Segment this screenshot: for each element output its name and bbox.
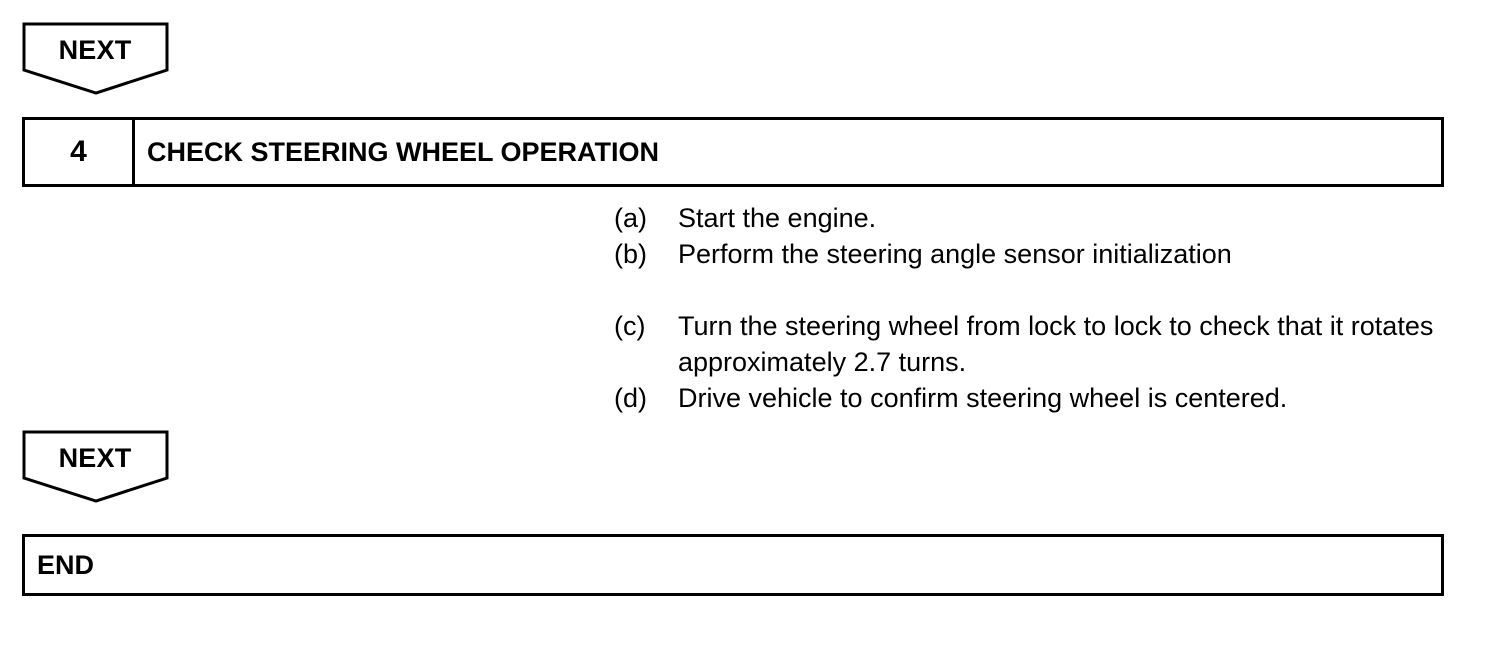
- step-title: CHECK STEERING WHEEL OPERATION: [147, 136, 660, 167]
- end-box: [22, 534, 1444, 596]
- procedure-item-letter: (c): [614, 311, 646, 341]
- procedure-item-letter: (a): [614, 203, 647, 233]
- procedure-item-text: Drive vehicle to confirm steering wheel is centered.: [678, 383, 1288, 413]
- procedure-item-text: Perform the steering angle sensor initialization: [678, 239, 1232, 269]
- next-label: NEXT: [58, 35, 132, 65]
- procedure-item: [614, 308, 1454, 380]
- procedure-item: [614, 200, 1454, 236]
- procedure-item: [614, 380, 1454, 416]
- procedure-item-letter: (b): [614, 239, 647, 269]
- procedure-item-text: Turn the steering wheel from lock to lock to check that it rotates approximately 2.7 turns.: [678, 311, 1434, 377]
- procedure-item-text: Start the engine.: [678, 203, 877, 233]
- end-label: END: [37, 549, 95, 580]
- step-header: [22, 117, 1444, 187]
- next-label: NEXT: [58, 443, 132, 473]
- procedure-item: [614, 236, 1454, 272]
- next-arrow-marker: [22, 430, 170, 504]
- step-number: 4: [25, 120, 135, 184]
- procedure-item-letter: (d): [614, 383, 647, 413]
- next-arrow-marker: [22, 22, 170, 96]
- procedure-list: [614, 200, 1454, 416]
